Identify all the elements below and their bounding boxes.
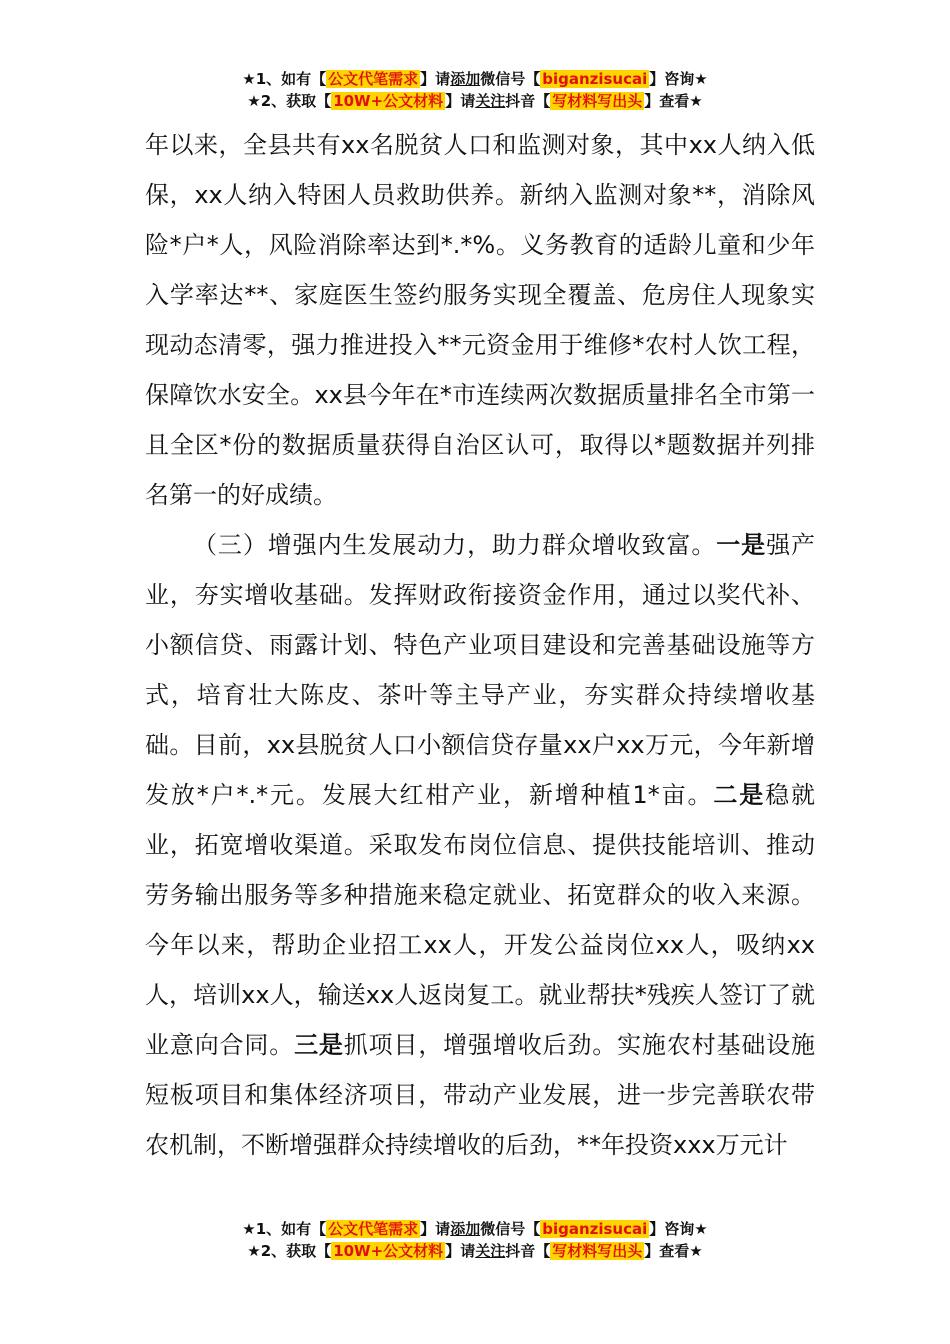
banner-line-2	[0, 90, 950, 112]
banner-highlight: 写材料写出头	[552, 92, 643, 110]
paragraph-text: 稳就业，拓宽增收渠道。采取发布岗位信息、提供技能培训、推动劳务输出服务等多种措施来稳定就业、拓宽群众的收入来源。今年以来，帮助企业招工xx人，开发公益岗位xx人，吸纳xx人，培训xx人，输送xx人返岗复工。就业帮扶*残疾人签订了就业意向合同。	[145, 781, 816, 1059]
banner-text: ★2、获取【	[247, 92, 332, 110]
banner-text: 】请	[420, 1220, 451, 1238]
banner-line-1	[0, 1218, 950, 1240]
banner-text: ★1、如有【	[242, 1220, 327, 1238]
bold-marker: 二是	[713, 781, 766, 809]
section-heading: （三）增强内生发展动力，助力群众增收致富。	[193, 531, 717, 559]
banner-text: 】请	[420, 70, 451, 88]
banner-text: 】查看★	[644, 1242, 703, 1260]
banner-text: 】查看★	[644, 92, 703, 110]
banner-highlight: 10W+公文材料	[333, 1242, 444, 1260]
paragraph-1: 年以来，全县共有xx名脱贫人口和监测对象，其中xx人纳入低保，xx人纳入特困人员救助供养。新纳入监测对象**，消除风险*户*人，风险消除率达到*.*%。义务教育的适龄儿童和少年入学率达**、家庭医生签约服务实现全覆盖、危房住人现象实现动态清零，强力推进投入**元资金用于维修*农村人饮工程，保障饮水安全。xx县今年在*市连续两次数据质量排名全市第一且全区*份的数据质量获得自治区认可，取得以*题数据并列排名第一的好成绩。	[145, 131, 815, 509]
banner-text: 】咨询★	[649, 1220, 708, 1238]
header-banner	[0, 68, 950, 112]
banner-underlined: 添加	[450, 70, 481, 88]
banner-underlined: 添加	[450, 1220, 481, 1238]
banner-text: 】请	[445, 92, 476, 110]
banner-text: 微信号【	[480, 70, 541, 88]
bold-marker: 三是	[294, 1031, 344, 1059]
banner-text: 抖音【	[505, 92, 551, 110]
banner-line-1	[0, 68, 950, 90]
banner-highlight: 公文代笔需求	[328, 70, 419, 88]
banner-highlight: 写材料写出头	[552, 1242, 643, 1260]
banner-line-2	[0, 1240, 950, 1262]
banner-highlight: 公文代笔需求	[328, 1220, 419, 1238]
paragraph-text: 强产业，夯实增收基础。发挥财政衔接资金作用，通过以奖代补、小额信贷、雨露计划、特色产业项目建设和完善基础设施等方式，培育壮大陈皮、茶叶等主导产业，夯实群众持续增收基础。目前，xx县脱贫人口小额信贷存量xx户xx万元，今年新增发放*户*.*元。发展大红柑产业，新增种植1*亩。	[145, 531, 816, 809]
banner-text: ★2、获取【	[247, 1242, 332, 1260]
banner-text: 】咨询★	[649, 70, 708, 88]
banner-highlight: 10W+公文材料	[333, 92, 444, 110]
paragraph-2	[145, 520, 815, 1170]
banner-text: 】请	[445, 1242, 476, 1260]
footer-banner	[0, 1218, 950, 1262]
banner-underlined: 关注	[475, 1242, 506, 1260]
banner-text: 抖音【	[505, 1242, 551, 1260]
banner-highlight: biganzisucai	[542, 70, 648, 88]
paragraph-text: 抓项目，增强增收后劲。实施农村基础设施短板项目和集体经济项目，带动产业发展，进一步完善联农带农机制，不断增强群众持续增收的后劲，**年投资xxx万元计	[145, 1031, 816, 1159]
banner-text: 微信号【	[480, 1220, 541, 1238]
banner-text: ★1、如有【	[242, 70, 327, 88]
document-body	[145, 120, 815, 1170]
banner-highlight: biganzisucai	[542, 1220, 648, 1238]
banner-underlined: 关注	[475, 92, 506, 110]
bold-marker: 一是	[716, 531, 767, 559]
